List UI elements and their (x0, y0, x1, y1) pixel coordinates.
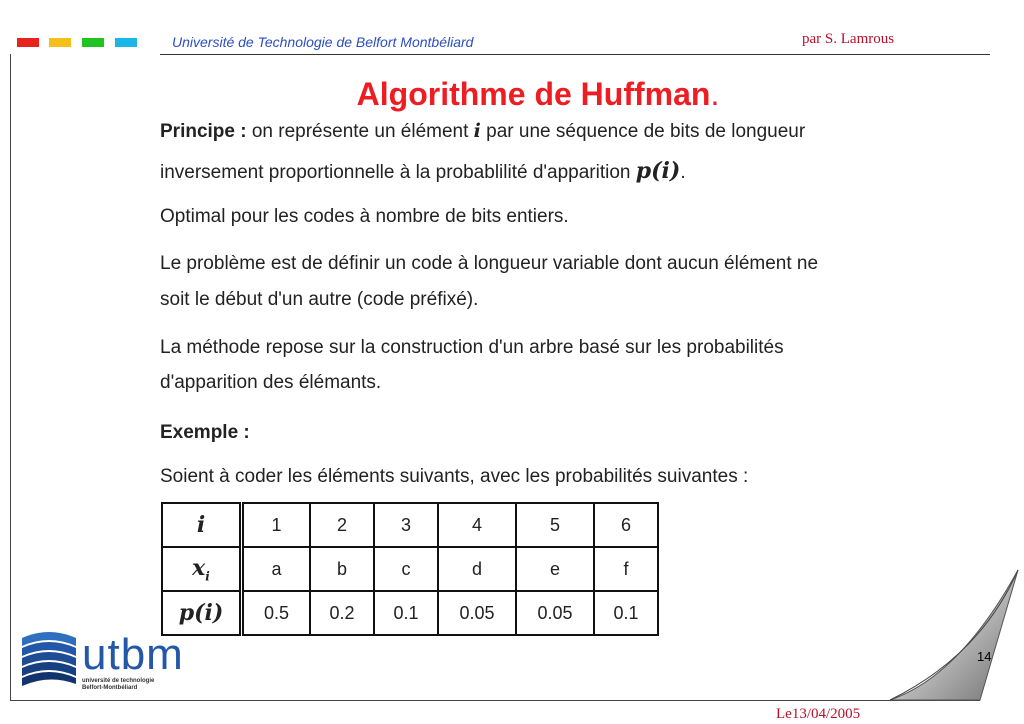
logo-wordmark: utbm (82, 630, 184, 679)
table-cell: b (310, 547, 374, 591)
symbol-p-i: p(i) (635, 158, 681, 184)
color-square-blue (115, 38, 137, 47)
color-square-yellow (49, 38, 71, 47)
probability-table (161, 502, 659, 636)
row-header: $x_i$ (162, 547, 242, 591)
color-square-green (82, 38, 104, 47)
table-row (162, 591, 658, 635)
table-cell: 0.2 (310, 591, 374, 635)
principle-label: Principe : (160, 121, 247, 142)
table-cell: 4 (438, 503, 516, 547)
example-label: Exemple : (160, 422, 250, 443)
page-number: 14 (977, 649, 992, 664)
slide-title: Algorithme de Huffman. (356, 76, 720, 112)
table-cell: 2 (310, 503, 374, 547)
header-rule (160, 54, 990, 55)
utbm-logo-icon (18, 628, 80, 690)
principle-line-2: inversement proportionnelle à la probablilité d'apparition p(i). (160, 158, 686, 184)
method-line-1: La méthode repose sur la construction d'un arbre basé sur les probabilités (160, 337, 784, 358)
problem-line-2: soit le début d'un autre (code préfixé). (160, 289, 479, 310)
table-cell: 0.1 (374, 591, 438, 635)
table-cell: f (594, 547, 658, 591)
page-curl-icon (880, 566, 1020, 706)
left-border (10, 54, 11, 700)
color-square-red (17, 38, 39, 47)
table-cell: 3 (374, 503, 438, 547)
row-header: p(i) (162, 591, 242, 635)
university-name: Université de Technologie de Belfort Montbéliard (172, 34, 474, 50)
bottom-border (10, 700, 980, 701)
table-cell: c (374, 547, 438, 591)
optimal-text: Optimal pour les codes à nombre de bits entiers. (160, 206, 569, 227)
author: par S. Lamrous (802, 31, 895, 47)
table-row (162, 547, 658, 591)
table-cell: 6 (594, 503, 658, 547)
table-cell: 1 (242, 503, 311, 547)
symbol-i: i (473, 120, 481, 142)
problem-line-1: Le problème est de définir un code à longueur variable dont aucun élément ne (160, 253, 819, 274)
principle-line-1: Principe : on représente un élément i par une séquence de bits de longueur (160, 120, 806, 142)
table-cell: 0.05 (516, 591, 594, 635)
table-cell: 0.5 (242, 591, 311, 635)
table-cell: 0.05 (438, 591, 516, 635)
logo-subtitle: université de technologie Belfort-Montbéliard (82, 678, 155, 691)
table-cell: 5 (516, 503, 594, 547)
table-cell: 0.1 (594, 591, 658, 635)
method-line-2: d'apparition des élémants. (160, 372, 382, 393)
row-header: i (162, 503, 242, 547)
table-row (162, 503, 658, 547)
table-cell: d (438, 547, 516, 591)
slide-date: Le13/04/2005 (776, 706, 861, 722)
table-cell: a (242, 547, 311, 591)
table-cell: e (516, 547, 594, 591)
example-intro: Soient à coder les éléments suivants, avec les probabilités suivantes : (160, 466, 749, 487)
